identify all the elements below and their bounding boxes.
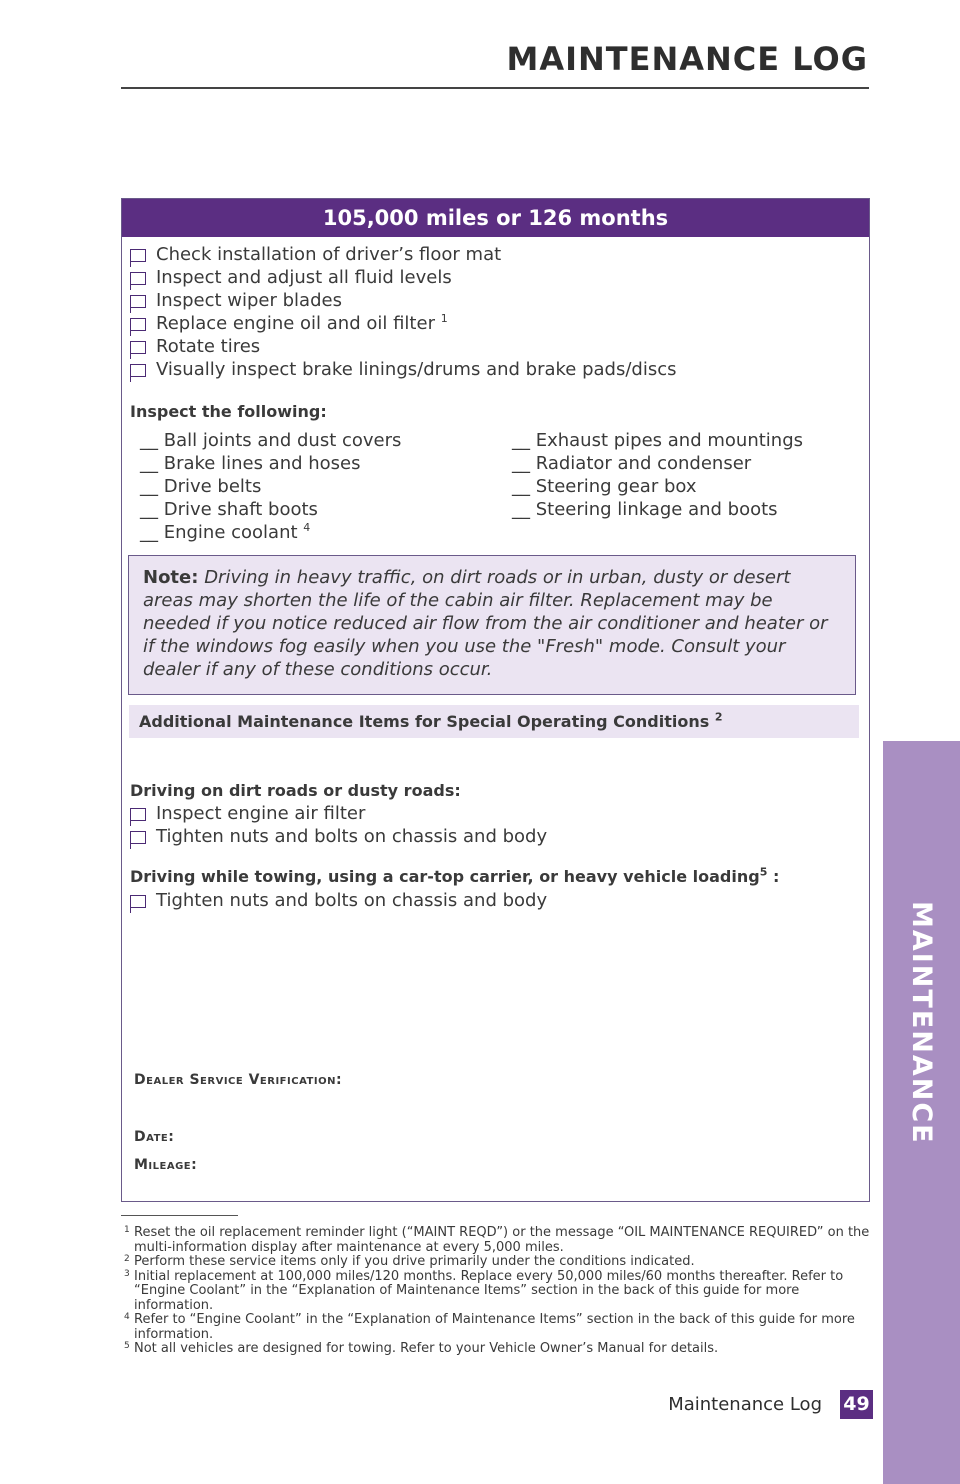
inspect-item: __ Steering linkage and boots xyxy=(512,499,778,520)
inspect-item: __ Drive belts xyxy=(140,476,262,497)
checklist-item-text: Replace engine oil and oil filter xyxy=(156,313,441,334)
footnote-rule xyxy=(121,1215,238,1216)
inspect-item: __ Exhaust pipes and mountings xyxy=(512,430,803,451)
interval-header: 105,000 miles or 126 months xyxy=(122,199,869,237)
note-box xyxy=(128,555,856,695)
towing-heading xyxy=(130,867,779,886)
inspect-item-text: __ Engine coolant xyxy=(140,522,304,543)
footnotes xyxy=(124,1226,876,1357)
checkbox-icon[interactable] xyxy=(130,808,146,821)
side-tab-label: MAINTENANCE xyxy=(906,900,937,1145)
dirt-roads-list xyxy=(130,802,547,848)
checklist-item-text: Rotate tires xyxy=(156,336,261,357)
footnote: 1 Reset the oil replacement reminder light (“MAINT REQD”) or the message “OIL MAINTENANCE REQUIRED” on the multi-information display after maintenance at every 5,000 miles. xyxy=(124,1225,870,1255)
checkbox-icon[interactable] xyxy=(130,831,146,844)
checklist-item-text: Check installation of driver’s floor mat xyxy=(156,244,502,265)
inspect-list-right xyxy=(512,429,803,521)
checklist-item-text: Inspect engine air filter xyxy=(156,803,366,824)
checklist-item xyxy=(130,802,547,825)
side-tab-label-wrap xyxy=(883,741,960,1484)
checklist-item xyxy=(130,243,677,266)
footnote: 3 Initial replacement at 100,000 miles/120 months. Replace every 50,000 miles/60 months thereafter. Refer to “Engine Coolant” in the “Explanation of Maintenance Items” section in the back of this guide for more information. xyxy=(124,1268,844,1313)
inspect-item xyxy=(140,521,401,544)
footnote-ref: 2 xyxy=(714,710,723,724)
checklist-item xyxy=(130,266,677,289)
inspect-item: __ Ball joints and dust covers xyxy=(140,430,402,451)
inspect-list-left xyxy=(140,429,401,544)
footnote-text: Initial replacement at 100,000 miles/120 months. Replace every 50,000 miles/60 months thereafter. Refer to “Engine Coolant” in the “Explanation of Maintenance Items” section in the back of this guide for more information. xyxy=(134,1268,844,1313)
checklist-item xyxy=(130,289,677,312)
checkbox-icon[interactable] xyxy=(130,295,146,308)
checkbox-icon[interactable] xyxy=(130,364,146,377)
page-title: MAINTENANCE LOG xyxy=(506,40,868,78)
maintenance-box xyxy=(121,198,870,1202)
towing-heading-text: Driving while towing, using a car-top carrier, or heavy vehicle loading xyxy=(130,867,760,886)
checklist-item xyxy=(130,825,547,848)
inspect-item: __ Steering gear box xyxy=(512,476,697,497)
footnote-text: Reset the oil replacement reminder light (“MAINT REQD”) or the message “OIL MAINTENANCE REQUIRED” on the multi-information display after maintenance at every 5,000 miles. xyxy=(134,1225,870,1255)
checklist-item xyxy=(130,312,677,335)
footnote: 5 Not all vehicles are designed for towing. Refer to your Vehicle Owner’s Manual for details. xyxy=(124,1341,719,1356)
side-tab xyxy=(883,741,960,1484)
checkbox-icon[interactable] xyxy=(130,318,146,331)
footnote-text: Refer to “Engine Coolant” in the “Explanation of Maintenance Items” section in the back of this guide for more information. xyxy=(134,1312,855,1342)
page-number: 49 xyxy=(840,1390,873,1419)
footnote-text: Perform these service items only if you drive primarily under the conditions indicated. xyxy=(134,1254,695,1269)
towing-list xyxy=(130,889,547,912)
additional-items-heading xyxy=(129,705,859,738)
footer-section-label: Maintenance Log xyxy=(668,1394,822,1415)
checkbox-icon[interactable] xyxy=(130,341,146,354)
inspect-item: __ Radiator and condenser xyxy=(512,453,752,474)
checkbox-icon[interactable] xyxy=(130,895,146,908)
inspect-item: __ Brake lines and hoses xyxy=(140,453,361,474)
note-label: Note: xyxy=(143,567,199,588)
footnote-text: Not all vehicles are designed for towing. Refer to your Vehicle Owner’s Manual for details. xyxy=(134,1341,719,1356)
date-label: Date: xyxy=(134,1129,175,1145)
footnote-ref: 1 xyxy=(440,312,448,325)
inspect-item: __ Drive shaft boots xyxy=(140,499,318,520)
title-rule xyxy=(121,87,869,89)
footnote: 2 Perform these service items only if you drive primarily under the conditions indicated. xyxy=(124,1254,695,1269)
inspect-heading: Inspect the following: xyxy=(130,402,327,421)
footnote-ref: 4 xyxy=(303,521,311,534)
checklist-item-text: Tighten nuts and bolts on chassis and body xyxy=(156,826,548,847)
dealer-verification-label: Dealer Service Verification: xyxy=(134,1072,343,1088)
checkbox-icon[interactable] xyxy=(130,272,146,285)
checklist-item xyxy=(130,889,547,912)
additional-items-title: Additional Maintenance Items for Special Operating Conditions xyxy=(139,712,715,731)
checklist xyxy=(130,243,677,381)
footnote-ref: 5 xyxy=(759,865,768,879)
dirt-roads-heading: Driving on dirt roads or dusty roads: xyxy=(130,781,461,800)
checklist-item xyxy=(130,358,677,381)
checklist-item-text: Inspect and adjust all fluid levels xyxy=(156,267,452,288)
checkbox-icon[interactable] xyxy=(130,249,146,262)
checklist-item-text: Tighten nuts and bolts on chassis and body xyxy=(156,890,548,911)
note-text: Driving in heavy traffic, on dirt roads or in urban, dusty or desert areas may shorten the life of the cabin air filter. Replacement may be needed if you notice reduced air flow from the air conditioner and heater or if the windows fog easily when you use the "Fresh" mode. Consult your dealer if any of these conditions occur. xyxy=(143,567,828,680)
towing-heading-suffix: : xyxy=(767,867,780,886)
footnote: 4 Refer to “Engine Coolant” in the “Explanation of Maintenance Items” section in the back of this guide for more information. xyxy=(124,1312,855,1342)
checklist-item-text: Inspect wiper blades xyxy=(156,290,342,311)
checklist-item xyxy=(130,335,677,358)
mileage-label: Mileage: xyxy=(134,1157,198,1173)
checklist-item-text: Visually inspect brake linings/drums and brake pads/discs xyxy=(156,359,677,380)
